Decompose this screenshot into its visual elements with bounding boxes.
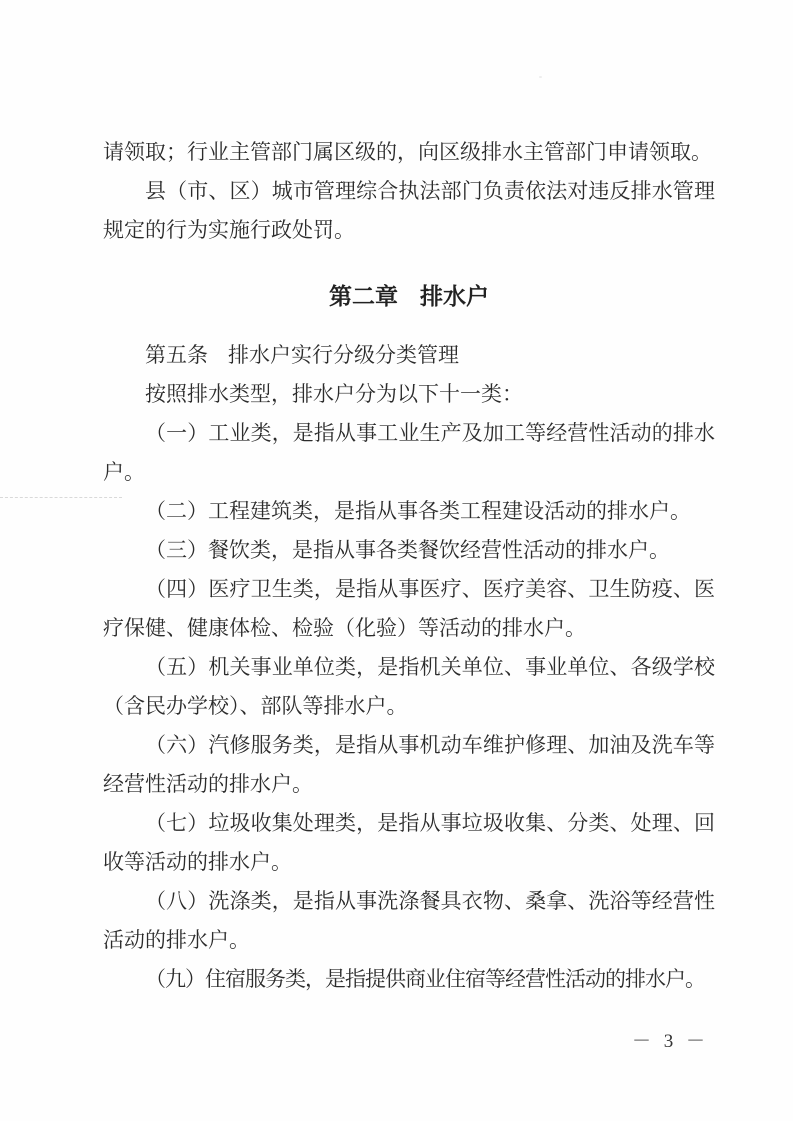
list-item-8: （八）洗涤类，是指从事洗涤餐具衣物、桑拿、洗浴等经营性活动的排水户。 [103, 889, 715, 952]
document-body [103, 133, 715, 999]
continuation-paragraph-1: 请领取；行业主管部门属区级的，向区级排水主管部门申请领取。 [103, 140, 712, 164]
article-label: 第五条 [145, 343, 208, 367]
list-item-7: （七）垃圾收集处理类，是指从事垃圾收集、分类、处理、回收等活动的排水户。 [103, 811, 715, 874]
list-item-1: （一）工业类，是指从事工业生产及加工等经营性活动的排水户。 [103, 421, 715, 484]
list-item-3: （三）餐饮类，是指从事各类餐饮经营性活动的排水户。 [145, 538, 670, 562]
chapter-heading [103, 276, 715, 316]
chapter-title: 排水户 [420, 283, 489, 309]
page-number: － 3 － [631, 1031, 709, 1052]
list-item-4: （四）医疗卫生类，是指从事医疗、医疗美容、卫生防疫、医疗保健、健康体检、检验（化验）等活动的排水户。 [103, 577, 715, 640]
list-item-6: （六）汽修服务类，是指从事机动车维护修理、加油及洗车等经营性活动的排水户。 [103, 733, 715, 796]
list-item-9: （九）住宿服务类，是指提供商业住宿等经营性活动的排水户。 [145, 967, 705, 991]
continuation-paragraph-2: 县（市、区）城市管理综合执法部门负责依法对违反排水管理规定的行为实施行政处罚。 [103, 179, 715, 242]
article-intro: 按照排水类型，排水户分为以下十一类： [145, 382, 523, 406]
article-heading [103, 336, 715, 375]
list-item-5: （五）机关事业单位类，是指机关单位、事业单位、各级学校（含民办学校）、部队等排水户。 [103, 655, 715, 718]
list-item-2: （二）工程建筑类，是指从事各类工程建设活动的排水户。 [145, 499, 691, 523]
article-title: 排水户实行分级分类管理 [228, 343, 459, 367]
scan-speck-artifact [539, 76, 542, 78]
chapter-number: 第二章 [329, 283, 398, 309]
